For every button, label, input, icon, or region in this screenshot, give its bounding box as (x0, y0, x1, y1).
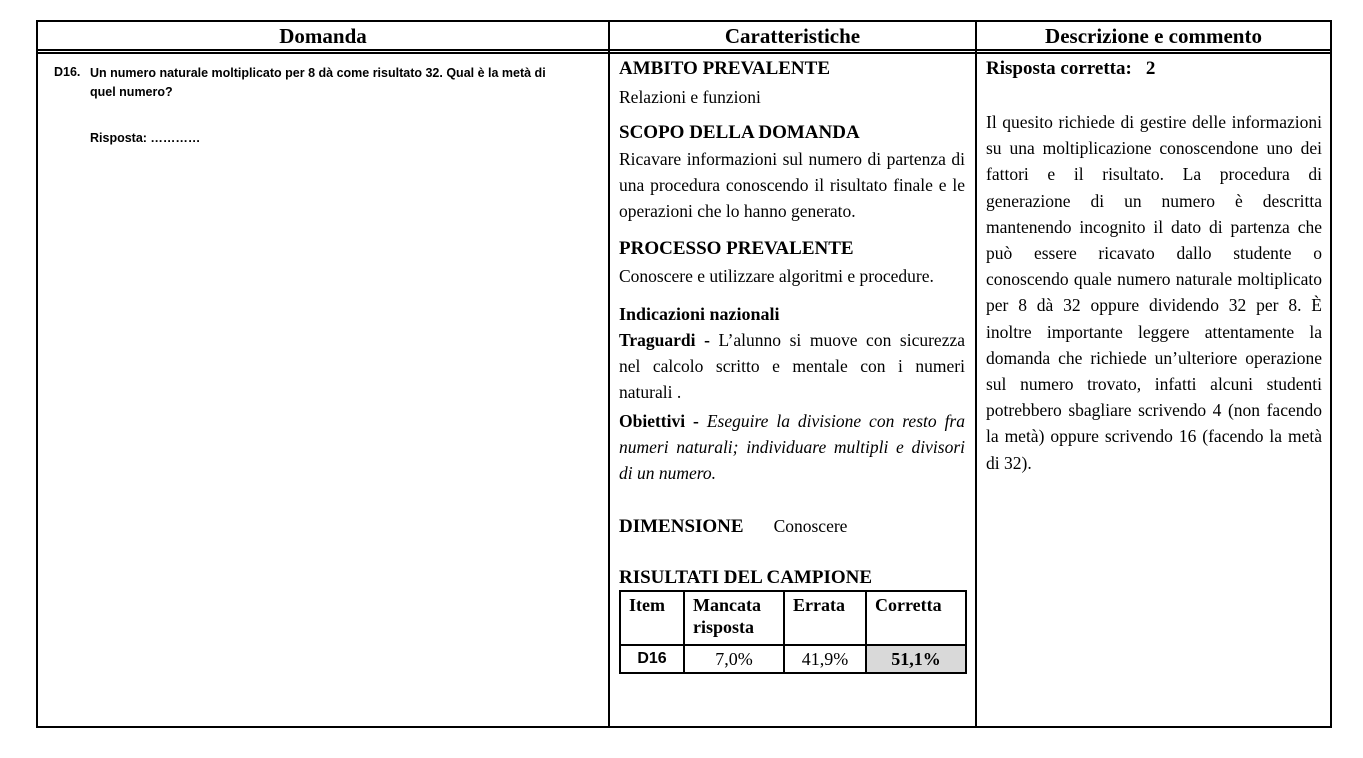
correct-answer-value: 2 (1145, 58, 1156, 79)
scopo-title: SCOPO DELLA DOMANDA (619, 122, 860, 143)
results-mancata: 7,0% (684, 645, 784, 673)
results-table (619, 590, 967, 674)
scopo-text: Ricavare informazioni sul numero di partenza di una procedura conoscendo il risultato finale e le operazioni che lo hanno generato. (619, 149, 965, 221)
column-divider-2 (975, 20, 977, 728)
results-corretta: 51,1% (866, 645, 966, 673)
answer-label: Risposta: ………… (90, 131, 201, 145)
ambito-text: Relazioni e funzioni (619, 87, 761, 107)
column-divider-1 (608, 20, 610, 728)
traguardi-label: Traguardi - (619, 330, 710, 350)
results-errata: 41,9% (784, 645, 866, 673)
risultati-title: RISULTATI DEL CAMPIONE (619, 567, 873, 588)
results-data-row (620, 645, 966, 673)
dimensione-value: Conoscere (773, 516, 848, 536)
header-descrizione: Descrizione e commento (1045, 24, 1262, 48)
header-divider-bottom (36, 52, 1332, 54)
comment-text: Il quesito richiede di gestire delle informazioni su una moltiplicazione conoscendone uno dei fattori e il risultato. La procedura di generazione di un numero è descritta mantenendo incognito il dato di partenza che può essere ricavato dallo studente o conoscendo quale numero naturale moltiplicato per 8 dà 32 oppure dividendo 32 per 8. È inoltre importante leggere attentamente la domanda che richiede un’ulteriore operazione sul numero trovato, infatti alcuni studenti potrebbero sbagliare scrivendo 4 (non facendo la metà) oppure scrivendo 16 (facendo la metà di 32). (986, 112, 1322, 473)
dimensione-row (619, 513, 965, 539)
results-header-row (620, 591, 966, 645)
results-header-errata: Errata (784, 591, 866, 645)
correct-answer-label: Risposta corretta: (986, 58, 1132, 79)
obiettivi-label: Obiettivi - (619, 411, 699, 431)
question-number: D16. (54, 65, 81, 79)
dimensione-label: DIMENSIONE (619, 516, 744, 537)
correct-answer-row (986, 58, 1322, 80)
processo-title: PROCESSO PREVALENTE (619, 238, 854, 259)
obiettivi-text: Eseguire la divisione con resto fra numeri naturali; individuare multipli e divisori di un numero. (619, 411, 965, 483)
header-caratteristiche: Caratteristiche (724, 24, 861, 48)
traguardi-text: L’alunno si muove con sicurezza nel calcolo scritto e mentale con i numeri naturali . (619, 330, 965, 402)
question-text: Un numero naturale moltiplicato per 8 dà come risultato 32. Qual è la metà di quel numero? (90, 66, 546, 99)
results-header-mancata: Mancata risposta (684, 591, 784, 645)
obiettivi-block (619, 408, 965, 486)
traguardi-block (619, 327, 965, 405)
results-header-corretta: Corretta (866, 591, 966, 645)
results-header-item: Item (620, 591, 684, 645)
header-domanda: Domanda (279, 24, 367, 48)
processo-text: Conoscere e utilizzare algoritmi e procedure. (619, 266, 934, 286)
indicazioni-title: Indicazioni nazionali (619, 304, 780, 324)
results-item: D16 (620, 645, 684, 673)
ambito-title: AMBITO PREVALENTE (619, 58, 830, 79)
